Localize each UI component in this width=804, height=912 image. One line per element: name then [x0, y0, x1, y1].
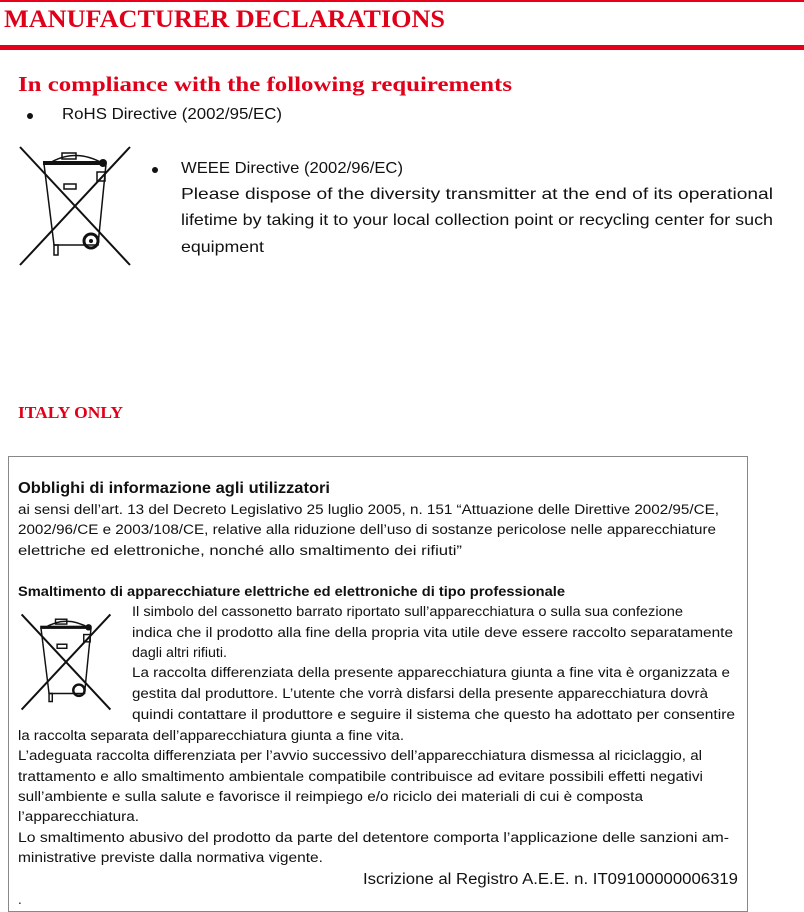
- compliance-heading: In compliance with the following requirements: [18, 72, 512, 96]
- box-title: Obblighi di informazione agli utilizzatori: [18, 480, 330, 497]
- rohs-item: RoHS Directive (2002/95/EC): [62, 106, 282, 123]
- body-line: sull’ambiente e sulla salute e favorisce il reimpiego e/o riciclo dei materiali di cui è composta: [18, 789, 643, 804]
- body-line: L’adeguata raccolta differenziata per l’avvio successivo dell’apparecchiatura dismessa al riciclaggio, al: [18, 748, 702, 763]
- body-line: dagli altri rifiuti.: [132, 645, 227, 660]
- weee-text-line: equipment: [181, 239, 264, 256]
- weee-item: WEEE Directive (2002/96/EC): [181, 160, 403, 177]
- bullet-icon: [27, 113, 33, 119]
- bullet-icon: [152, 167, 158, 173]
- intro-line: elettriche ed elettroniche, nonché allo smaltimento dei rifiuti”: [18, 543, 462, 558]
- box-subtitle: Smaltimento di apparecchiature elettriche ed elettroniche di tipo professionale: [18, 584, 565, 599]
- intro-line: 2002/96/CE e 2003/108/CE, relative alla riduzione dell’uso di sostanze pericolose nelle apparecchiature: [18, 522, 716, 537]
- weee-text-line: lifetime by taking it to your local collection point or recycling center for such: [181, 212, 774, 229]
- body-line: l’apparecchiatura.: [18, 809, 139, 824]
- body-line: trattamento e allo smaltimento ambientale compatibile contribuisce ad evitare possibili effetti negativi: [18, 769, 703, 784]
- intro-line: ai sensi dell’art. 13 del Decreto Legislativo 25 luglio 2005, n. 151 “Attuazione delle Direttive 2002/95/CE,: [18, 502, 719, 517]
- page-title: MANUFACTURER DECLARATIONS: [4, 6, 446, 33]
- body-line: quindi contattare il produttore e seguire il sistema che questo ha adottato per consentire: [132, 707, 735, 722]
- weee-text-line: Please dispose of the diversity transmitter at the end of its operational: [181, 186, 773, 203]
- body-line: La raccolta differenziata della presente apparecchiatura giunta a fine vita è organizzata e: [132, 665, 730, 680]
- italy-only-heading: ITALY ONLY: [18, 403, 123, 422]
- registration-number: Iscrizione al Registro A.E.E. n. IT09100000006319: [363, 871, 738, 888]
- body-line: indica che il prodotto alla fine della propria vita utile deve essere raccolto separatamente: [132, 625, 733, 640]
- trailing-dot: .: [18, 892, 22, 907]
- crossed-out-wheeled-bin-icon: [18, 145, 132, 267]
- body-line: ministrative previste dalla normativa vigente.: [18, 850, 323, 865]
- title-red-rule: [0, 45, 804, 50]
- body-line: Lo smaltimento abusivo del prodotto da parte del detentore comporta l’applicazione delle sanzioni am-: [18, 830, 729, 845]
- top-red-rule: [0, 0, 804, 2]
- crossed-out-wheeled-bin-icon: [20, 612, 112, 712]
- body-line: gestita dal produttore. L’utente che vorrà disfarsi della presente apparecchiatura dovrà: [132, 686, 708, 701]
- body-line: la raccolta separata dell’apparecchiatura giunta a fine vita.: [18, 728, 404, 743]
- body-line: Il simbolo del cassonetto barrato riportato sull’apparecchiatura o sulla sua confezione: [132, 604, 683, 619]
